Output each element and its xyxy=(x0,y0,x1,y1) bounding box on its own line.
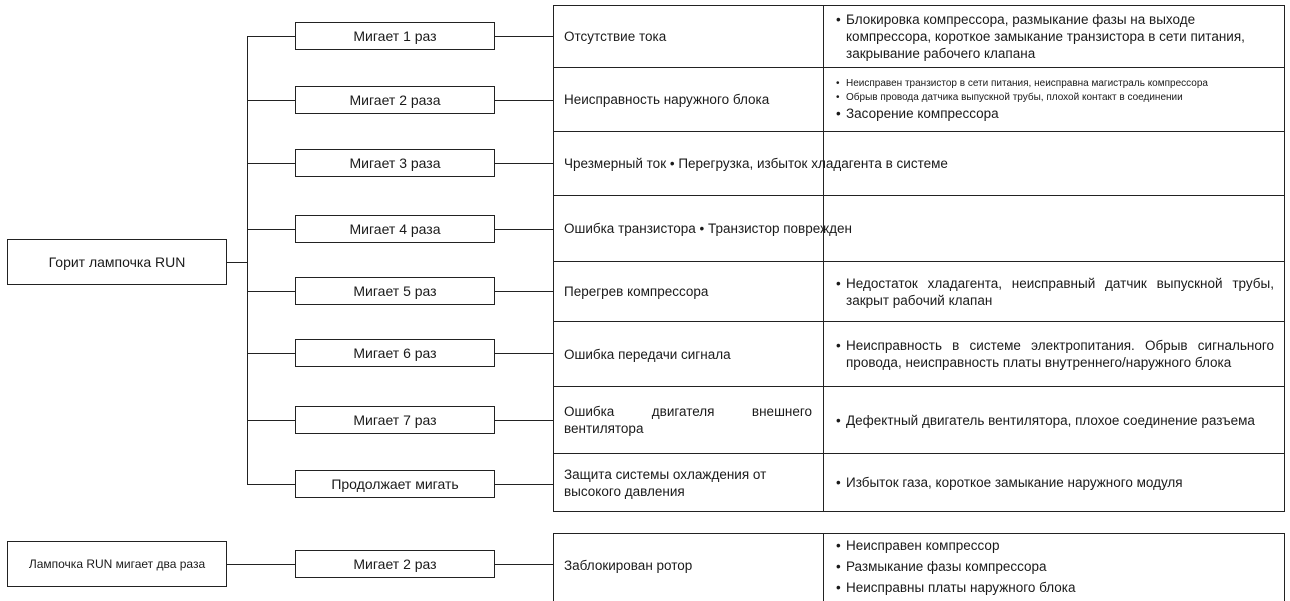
table-connector-6 xyxy=(495,353,553,354)
branch-line-7 xyxy=(247,420,295,421)
bottom-blink-box xyxy=(295,550,495,578)
bullet-icon: • xyxy=(836,537,841,553)
blink-box-4 xyxy=(295,215,495,243)
root-run-blinks-twice-label: Лампочка RUN мигает два раза xyxy=(28,557,206,571)
blink-box-1 xyxy=(295,22,495,50)
root-run-on-box xyxy=(7,239,227,285)
row-8-fault-name-text: Защита системы охлаждения от высокого давления xyxy=(564,466,767,499)
detail-text: Засорение компрессора xyxy=(846,106,999,121)
blink-box-5 xyxy=(295,277,495,305)
bullet-icon: • xyxy=(836,338,841,353)
branch-line-5 xyxy=(247,291,295,292)
detail-text: Размыкание фазы компрессора xyxy=(846,558,1047,574)
row-2-fault-details xyxy=(824,68,1284,131)
row-1-fault-name xyxy=(554,6,822,67)
detail-text: Неисправен компрессор xyxy=(846,537,1000,553)
detail-text: Блокировка компрессора, размыкание фазы на выходе компрессора, короткое замыкание транзистора в сети питания, закрывание рабочего клапана xyxy=(846,12,1245,61)
detail-bullet xyxy=(836,577,1274,598)
bullet-icon: • xyxy=(836,92,840,103)
row-1-fault-details xyxy=(824,6,1284,67)
detail-bullet xyxy=(836,556,1274,577)
table-connector-3 xyxy=(495,163,553,164)
bottom-fault-name-text: Заблокирован ротор xyxy=(564,557,693,573)
bullet-icon: • xyxy=(836,106,841,121)
blink-box-7 xyxy=(295,406,495,434)
row-4-fault-inline xyxy=(554,196,1284,261)
table-connector-5 xyxy=(495,291,553,292)
root-run-on-label: Горит лампочка RUN xyxy=(48,254,186,270)
row-5-fault-details xyxy=(824,262,1284,321)
bullet-icon: • xyxy=(836,78,840,89)
branch-line-4 xyxy=(247,229,295,230)
detail-text: Избыток газа, короткое замыкание наружного модуля xyxy=(846,475,1183,490)
branch-line-6 xyxy=(247,353,295,354)
bottom-fault-name xyxy=(554,534,822,596)
row-7-fault-details xyxy=(824,387,1284,453)
detail-text: Неисправность в системе электропитания. Обрыв сигнального провода, неисправность платы внутреннего/наружного блока xyxy=(846,338,1274,370)
blink-box-6 xyxy=(295,339,495,367)
tree-trunk-line xyxy=(247,36,248,484)
detail-text: Дефектный двигатель вентилятора, плохое соединение разъема xyxy=(846,412,1255,428)
branch-line-3 xyxy=(247,163,295,164)
bullet-icon: • xyxy=(836,275,841,291)
detail-bullet xyxy=(836,474,1274,491)
root-connector xyxy=(227,262,247,263)
detail-bullet xyxy=(836,91,1274,105)
row-4-fault-text: Ошибка транзистора • Транзистор поврежден xyxy=(564,221,852,236)
table-connector-2 xyxy=(495,100,553,101)
branch-line-8 xyxy=(247,484,295,485)
blink-label-4: Мигает 4 раза xyxy=(349,221,441,237)
detail-text: Неисправен транзистор в сети питания, неисправна магистраль компрессора xyxy=(846,78,1208,89)
detail-bullet xyxy=(836,11,1274,62)
row-3-fault-text: Чрезмерный ток • Перегрузка, избыток хладагента в системе xyxy=(564,156,948,171)
blink-box-3 xyxy=(295,149,495,177)
bottom-blink-label: Мигает 2 раз xyxy=(353,556,437,572)
row-3-fault-inline xyxy=(554,132,1284,195)
bottom-table-connector xyxy=(495,564,553,565)
blink-label-1: Мигает 1 раз xyxy=(353,28,437,44)
row-6-fault-name xyxy=(554,322,822,386)
blink-label-8: Продолжает мигать xyxy=(331,476,459,492)
bullet-icon: • xyxy=(836,12,841,27)
row-5-fault-name xyxy=(554,262,822,321)
blink-label-3: Мигает 3 раза xyxy=(349,155,441,171)
row-6-fault-name-text: Ошибка передачи сигнала xyxy=(564,346,731,362)
bottom-fault-details xyxy=(824,532,1284,600)
detail-bullet xyxy=(836,535,1274,556)
bullet-icon: • xyxy=(836,579,841,595)
row-8-fault-details xyxy=(824,454,1284,511)
detail-bullet xyxy=(836,77,1274,91)
row-2-fault-name-text: Неисправность наружного блока xyxy=(564,92,770,107)
detail-text: Недостаток хладагента, неисправный датчик выпускной трубы, закрыт рабочий клапан xyxy=(846,275,1274,308)
row-7-fault-name-text: Ошибка двигателя внешнего вентилятора xyxy=(564,404,812,436)
blink-label-5: Мигает 5 раз xyxy=(353,283,437,299)
blink-label-6: Мигает 6 раз xyxy=(353,345,437,361)
detail-text: Неисправны платы наружного блока xyxy=(846,579,1076,595)
detail-bullet xyxy=(836,412,1274,429)
bullet-icon: • xyxy=(836,558,841,574)
row-6-fault-details xyxy=(824,322,1284,386)
row-8-fault-name xyxy=(554,454,822,511)
bullet-icon: • xyxy=(836,475,841,490)
branch-line-1 xyxy=(247,36,295,37)
table-connector-4 xyxy=(495,229,553,230)
row-7-fault-name xyxy=(554,387,822,453)
blink-box-2 xyxy=(295,86,495,114)
branch-line-2 xyxy=(247,100,295,101)
row-2-fault-name xyxy=(554,68,822,131)
bottom-root-connector xyxy=(227,564,295,565)
table-connector-8 xyxy=(495,484,553,485)
blink-label-7: Мигает 7 раз xyxy=(353,412,437,428)
detail-bullet xyxy=(836,105,1274,122)
table-connector-1 xyxy=(495,36,553,37)
blink-label-2: Мигает 2 раза xyxy=(349,92,441,108)
detail-bullet xyxy=(836,275,1274,309)
blink-box-8 xyxy=(295,470,495,498)
bullet-icon: • xyxy=(836,412,841,428)
row-5-fault-name-text: Перегрев компрессора xyxy=(564,284,709,299)
root-run-blinks-twice-box xyxy=(7,541,227,587)
detail-text: Обрыв провода датчика выпускной трубы, плохой контакт в соединении xyxy=(846,92,1183,103)
row-1-fault-name-text: Отсутствие тока xyxy=(564,29,667,44)
table-connector-7 xyxy=(495,420,553,421)
detail-bullet xyxy=(836,337,1274,371)
